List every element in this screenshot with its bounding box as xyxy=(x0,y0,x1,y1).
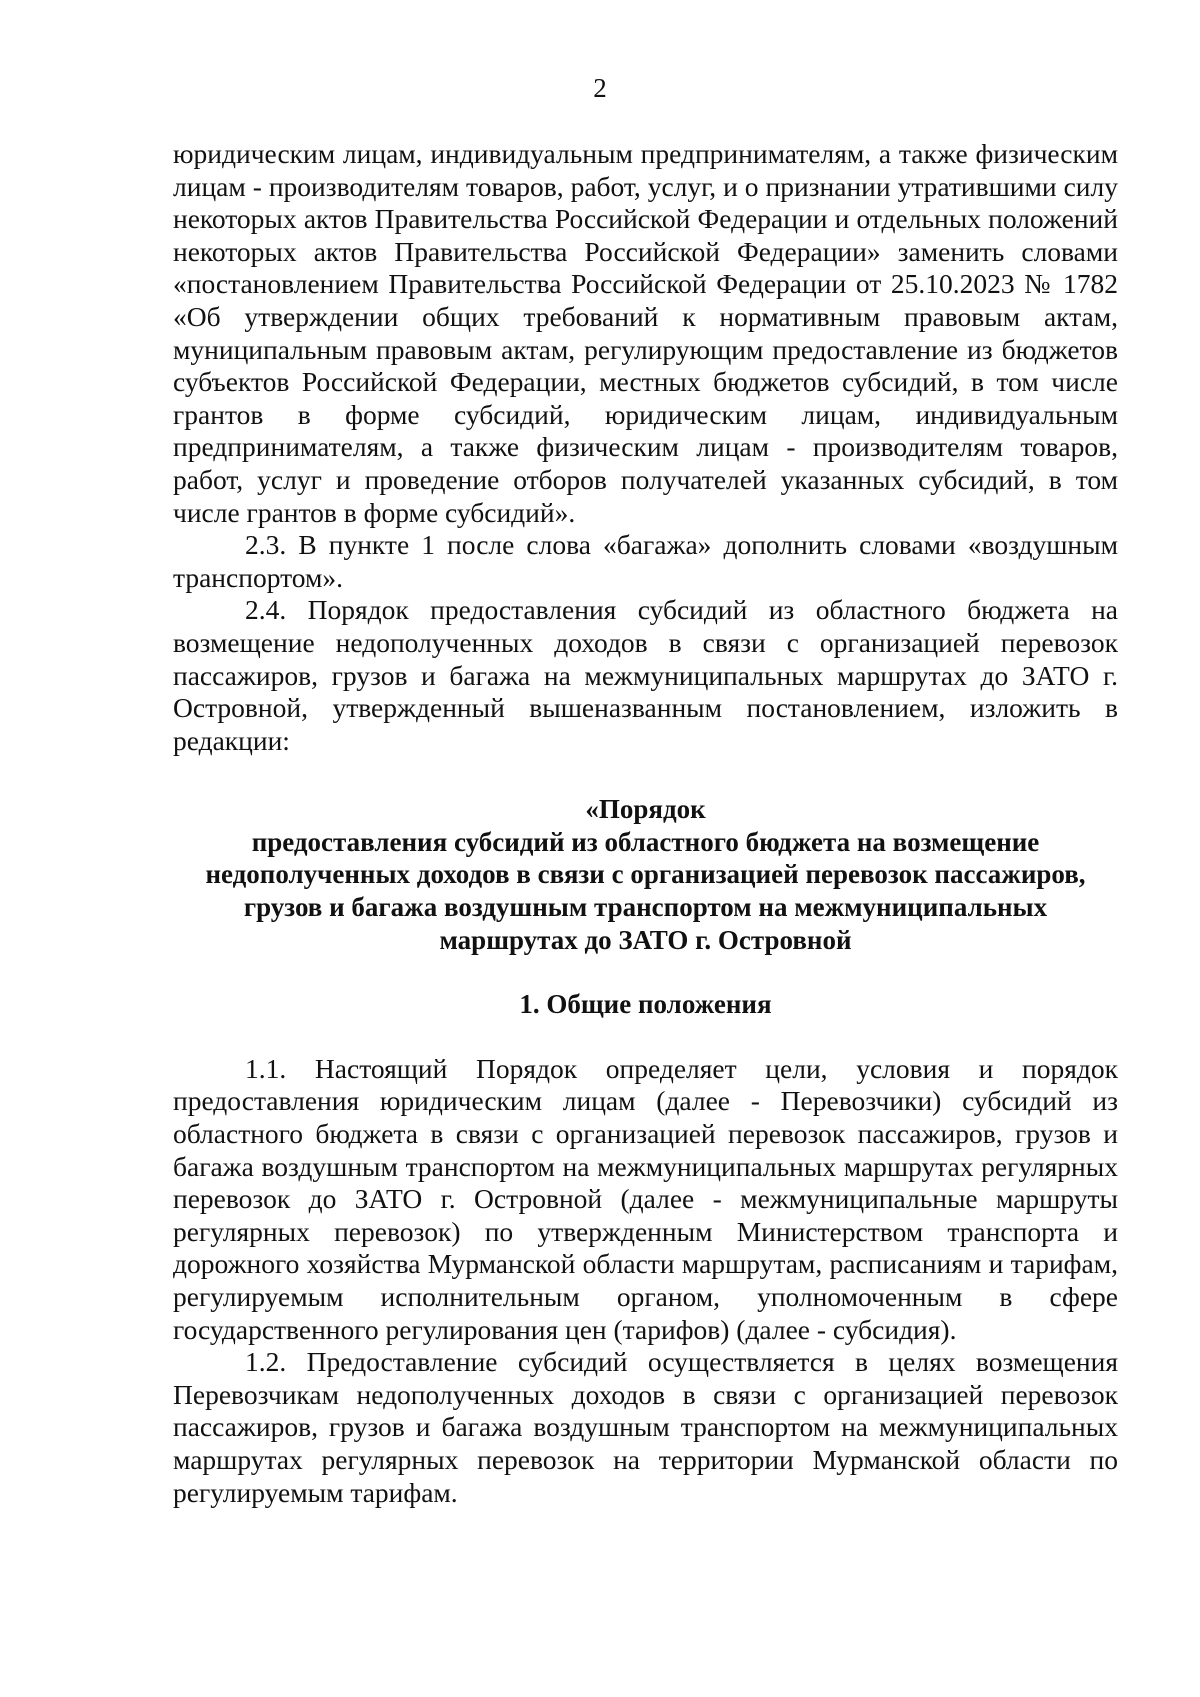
procedure-title-line-2: предоставления субсидий из областного бюджета на возмещение xyxy=(251,826,1040,857)
intro-paragraph: юридическим лицам, индивидуальным предпринимателям, а также физическим лицам - производителям товаров, работ, услуг, и о признании утратившими силу некоторых актов Правительства Российской Федерации и отдельных положений некоторых актов Правительства Российской Федерации» заменить словами «постановлением Правительства Российской Федерации от 25.10.2023 № 1782 «Об утверждении общих требований к нормативным правовым актам, муниципальным правовым актам, регулирующим предоставление из бюджетов субъектов Российской Федерации, местных бюджетов субсидий, в том числе грантов в форме субсидий, юридическим лицам, индивидуальным предпринимателям, а также физическим лицам - производителям товаров, работ, услуг и проведение отборов получателей указанных субсидий, в том числе грантов в форме субсидий». xyxy=(173,138,1118,528)
procedure-title-line-4: грузов и багажа воздушным транспортом на межмуниципальных xyxy=(243,892,1048,923)
procedure-title xyxy=(173,793,1118,956)
item-1-2-paragraph: 1.2. Предоставление субсидий осуществляется в целях возмещения Перевозчикам недополученных доходов в связи с организацией перевозок пассажиров, грузов и багажа воздушным транспортом на межмуниципальных маршрутах регулярных перевозок на территории Мурманской области по регулируемым тарифам. xyxy=(173,1346,1118,1508)
item-2-4-paragraph: 2.4. Порядок предоставления субсидий из областного бюджета на возмещение недополученных доходов в связи с организацией перевозок пассажиров, грузов и багажа на межмуниципальных маршрутах до ЗАТО г. Островной, утвержденный вышеназванным постановлением, изложить в редакции: xyxy=(173,594,1118,756)
section-1-heading: 1. Общие положения xyxy=(519,989,772,1020)
procedure-title-line-1: «Порядок xyxy=(585,794,706,825)
item-2-3-paragraph: 2.3. В пункте 1 после слова «багажа» дополнить словами «воздушным транспортом». xyxy=(173,529,1118,593)
procedure-title-line-5: маршрутах до ЗАТО г. Островной xyxy=(439,924,852,955)
procedure-title-line-3: недополученных доходов в связи с организацией перевозок пассажиров, xyxy=(205,859,1086,890)
item-1-1-paragraph: 1.1. Настоящий Порядок определяет цели, условия и порядок предоставления юридическим лицам (далее - Перевозчики) субсидий из областного бюджета в связи с организацией перевозок пассажиров, грузов и багажа воздушным транспортом на межмуниципальных маршрутах регулярных перевозок до ЗАТО г. Островной (далее - межмуниципальные маршруты регулярных перевозок) по утвержденным Министерством транспорта и дорожного хозяйства Мурманской области маршрутам, расписаниям и тарифам, регулируемым исполнительным органом, уполномоченным в сфере государственного регулирования цен (тарифов) (далее - субсидия). xyxy=(173,1052,1118,1345)
page-number: 2 xyxy=(593,73,607,103)
document-body xyxy=(173,138,1118,1509)
